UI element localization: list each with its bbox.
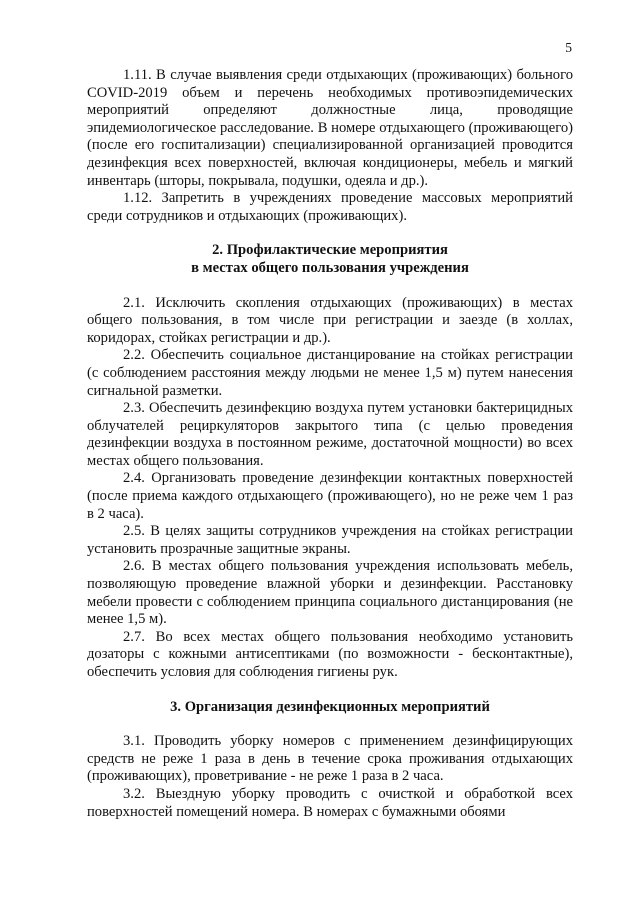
paragraph-2-4: 2.4. Организовать проведение дезинфекции контактных поверхностей (после приема каждого отдыхающего (проживающего), но не реже чем 1 раз в 2 часа). — [87, 470, 573, 522]
paragraph-2-1: 2.1. Исключить скопления отдыхающих (проживающих) в местах общего пользования, в том числе при регистрации и заезде (в холлах, коридорах, стойках регистрации и др.). — [87, 294, 573, 346]
paragraph-2-5: 2.5. В целях защиты сотрудников учреждения на стойках регистрации установить прозрачные защитные экраны. — [87, 523, 573, 557]
paragraph-3-1: 3.1. Проводить уборку номеров с применением дезинфицирующих средств не реже 1 раза в день в течение срока проживания отдыхающих (проживающих), проветривание - не реже 1 раза в 2 часа. — [87, 733, 573, 785]
page-number: 5 — [565, 40, 572, 55]
section-2-heading — [87, 242, 573, 277]
section-3-heading — [87, 699, 573, 717]
section-2-body — [87, 295, 573, 682]
section-2-heading-line-1: 2. Профилактические мероприятия — [212, 242, 448, 259]
paragraph-1-12: 1.12. Запретить в учреждениях проведение массовых мероприятий среди сотрудников и отдыхающих (проживающих). — [87, 190, 573, 224]
paragraph-2-7: 2.7. Во всех местах общего пользования необходимо установить дозаторы с кожными антисептиками (по возможности - бесконтактные), обеспечить условия для соблюдения гигиены рук. — [87, 628, 573, 680]
document-body — [87, 67, 573, 821]
section-3-heading-text: 3. Организация дезинфекционных мероприятий — [170, 698, 490, 715]
paragraph-1-11: 1.11. В случае выявления среди отдыхающих (проживающих) больного COVID-2019 объем и перечень необходимых противоэпидемических мероприятий определяют должностные лица, проводящие эпидемиологическое расследование. В номере отдыхающего (проживающего) (после его госпитализации) специализированной организацией проводится дезинфекция всех поверхностей, включая кондиционеры, мебель и мягкий инвентарь (шторы, покрывала, подушки, одеяла и др.). — [87, 67, 573, 189]
section-2-heading-line-2: в местах общего пользования учреждения — [191, 259, 469, 276]
paragraph-2-6: 2.6. В местах общего пользования учреждения использовать мебель, позволяющую проведение влажной уборки и дезинфекции. Расстановку мебели провести с соблюдением принципа социального дистанцирования (не менее 1,5 м). — [87, 558, 573, 628]
paragraph-3-2: 3.2. Выездную уборку проводить с очисткой и обработкой всех поверхностей помещений номера. В номерах с бумажными обоями — [87, 785, 573, 820]
section-3-body — [87, 733, 573, 821]
paragraph-2-3: 2.3. Обеспечить дезинфекцию воздуха путем установки бактерицидных облучателей рециркуляторов закрытого типа (с целью проведения дезинфекции воздуха в постоянном режиме, достаточной мощности) во всех местах общего пользования. — [87, 400, 573, 469]
paragraph-2-2: 2.2. Обеспечить социальное дистанцирование на стойках регистрации (с соблюдением расстояния между людьми не менее 1,5 м) путем нанесения сигнальной разметки. — [87, 347, 573, 399]
